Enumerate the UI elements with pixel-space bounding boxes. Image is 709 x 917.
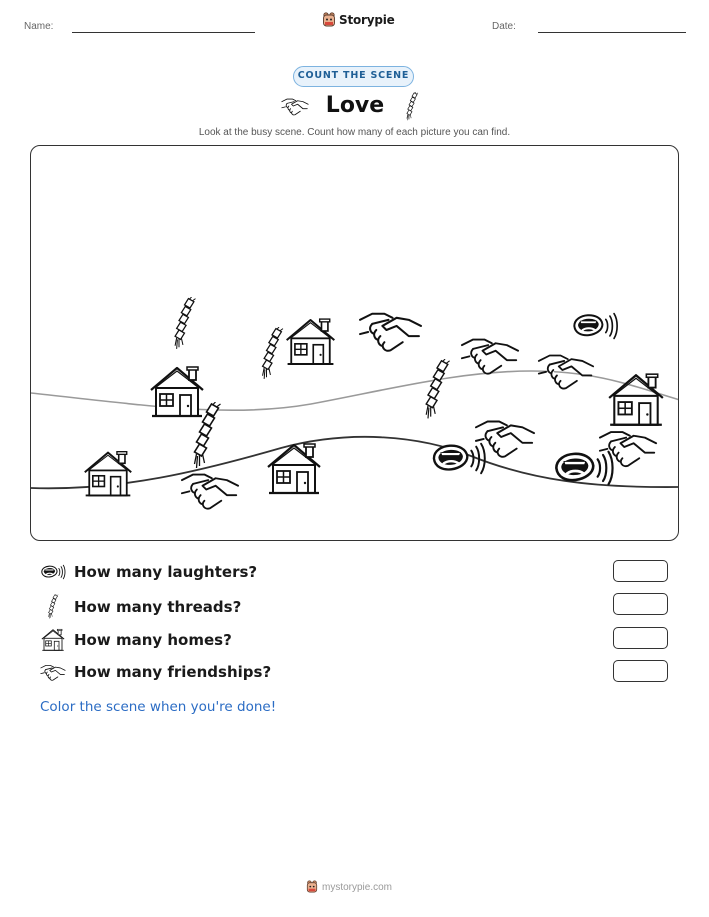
- laughter-icon: [556, 452, 612, 485]
- back-hill-line: [31, 371, 679, 410]
- question-homes: [40, 628, 232, 652]
- storypie-logo-icon: [306, 880, 318, 894]
- home-icon: [40, 628, 66, 652]
- home-icon: [85, 452, 131, 496]
- brand-logo: [322, 12, 395, 28]
- answer-box-homes[interactable]: [613, 627, 668, 649]
- date-field-line[interactable]: [538, 32, 686, 33]
- page-title: Love: [325, 93, 385, 118]
- laughter-icon: [574, 314, 617, 339]
- friendship-icon: [360, 314, 421, 351]
- site-url: mystorypie.com: [322, 881, 393, 893]
- color-instruction: Color the scene when you're done!: [40, 699, 277, 715]
- question-friendships: [40, 662, 271, 682]
- question-laughters: [40, 562, 257, 582]
- friendship-icon: [40, 662, 66, 682]
- question-text: How many threads?: [74, 598, 242, 616]
- friendship-icon: [462, 340, 518, 374]
- brand-name: Storypie: [339, 13, 395, 27]
- name-label: Name:: [24, 21, 54, 32]
- busy-scene: [30, 145, 679, 541]
- answer-box-friendships[interactable]: [613, 660, 668, 682]
- answer-box-laughters[interactable]: [613, 560, 668, 582]
- thread-icon: [175, 297, 195, 349]
- answer-box-threads[interactable]: [613, 593, 668, 615]
- question-threads: [40, 594, 241, 620]
- thread-icon: [40, 594, 66, 620]
- laughter-icon: [40, 562, 66, 582]
- home-icon: [268, 444, 320, 493]
- thread-icon: [426, 359, 449, 418]
- thread-icon: [403, 92, 421, 122]
- site-footer: [306, 880, 392, 894]
- activity-badge: COUNT THE SCENE: [293, 66, 414, 87]
- home-icon: [287, 319, 335, 364]
- date-label: Date:: [492, 21, 516, 32]
- question-text: How many homes?: [74, 631, 232, 649]
- instruction-text: Look at the busy scene. Count how many of each picture you can find.: [198, 127, 511, 138]
- friendship-icon: [600, 432, 656, 466]
- question-text: How many laughters?: [74, 563, 258, 581]
- storypie-logo-icon: [322, 12, 336, 28]
- friendship-icon: [182, 475, 238, 509]
- home-icon: [151, 367, 203, 416]
- name-field-line[interactable]: [72, 32, 255, 33]
- thread-icon: [263, 327, 283, 379]
- question-text: How many friendships?: [74, 663, 272, 681]
